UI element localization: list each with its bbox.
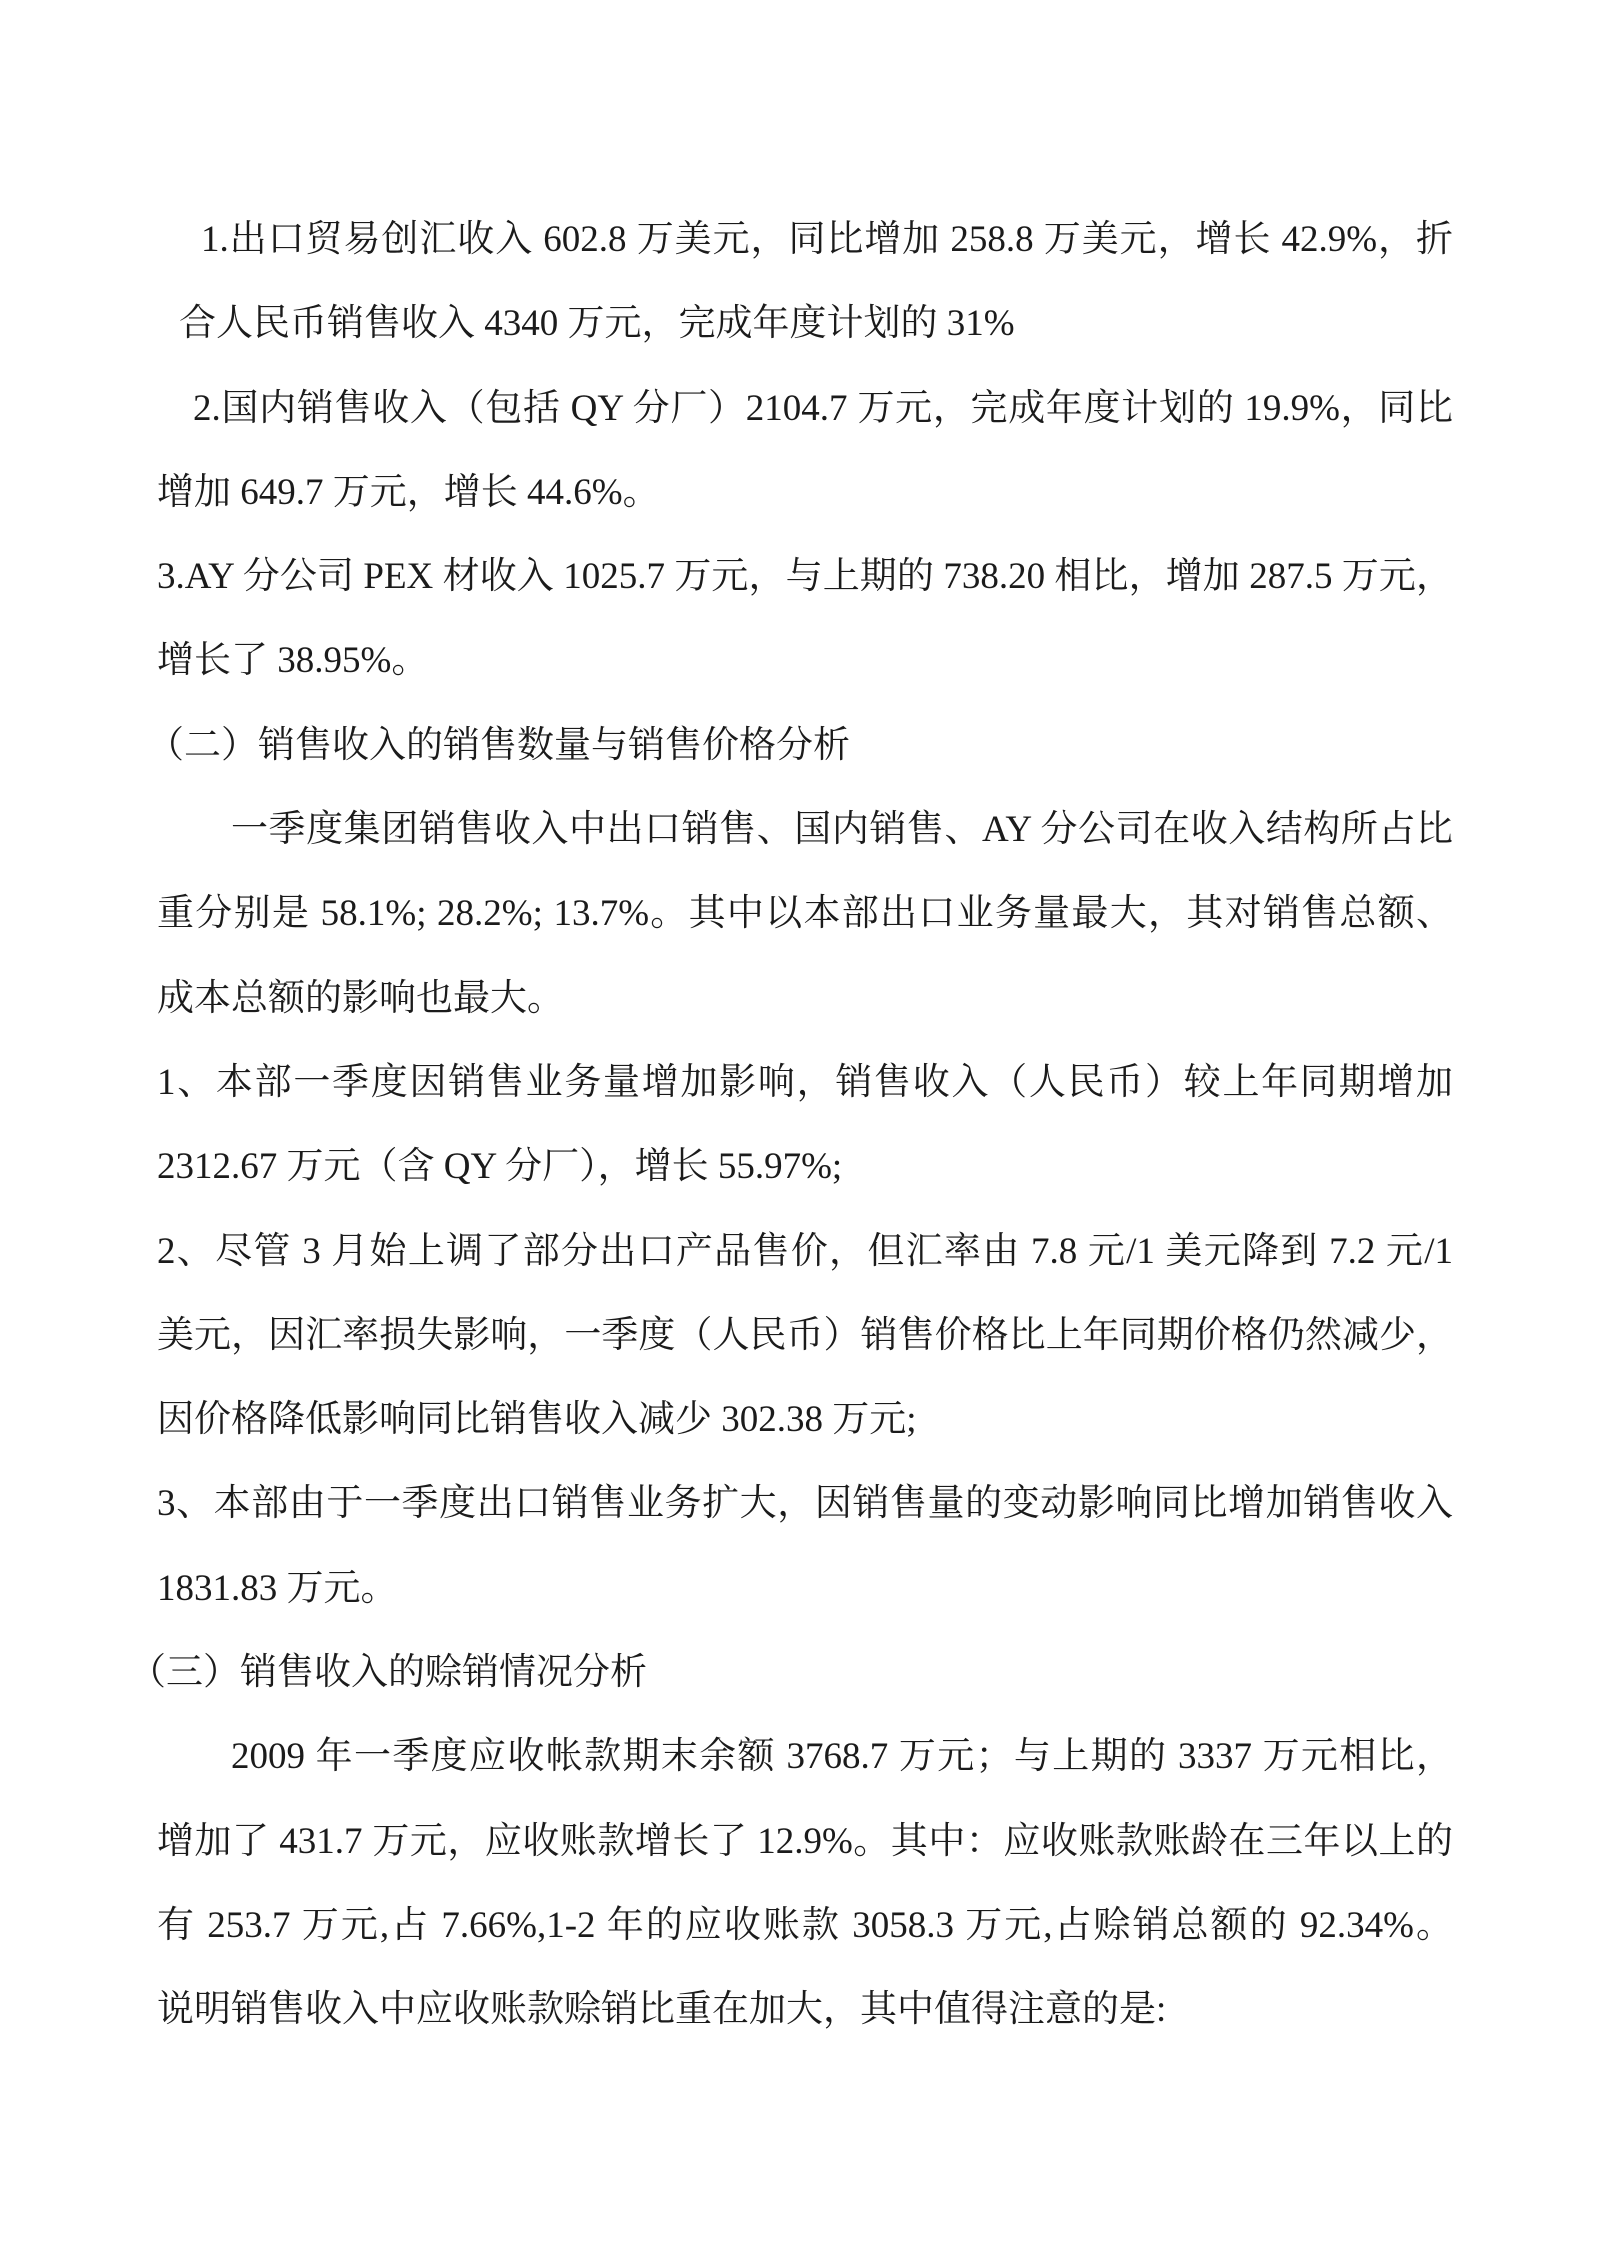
paragraph xyxy=(157,1715,1453,2052)
text-line: 因价格降低影响同比销售收入减少 302.38 万元; xyxy=(157,1399,917,1441)
text-line: 2312.67 万元（含 QY 分厂），增长 55.97%; xyxy=(157,1146,843,1188)
analysis-point-3 xyxy=(157,1462,1453,1631)
text-line: 成本总额的影响也最大。 xyxy=(157,977,564,1019)
text-line: 重分别是 58.1%; 28.2%; 13.7%。其中以本部出口业务量最大，其对销售总额、 xyxy=(157,893,1453,935)
section-heading: （三）销售收入的赊销情况分析 xyxy=(129,1652,647,1694)
revenue-item-domestic xyxy=(157,367,1453,536)
text-line: 2.国内销售收入（包括 QY 分厂）2104.7 万元，完成年度计划的 19.9%，同比 xyxy=(193,387,1453,429)
revenue-item-ay-branch xyxy=(157,535,1453,704)
text-line: 增加 649.7 万元，增长 44.6%。 xyxy=(157,471,660,513)
section-heading: （二）销售收入的销售数量与销售价格分析 xyxy=(147,724,850,766)
text-line: 2、尽管 3 月始上调了部分出口产品售价，但汇率由 7.8 元/1 美元降到 7.2 元/1 xyxy=(157,1230,1453,1272)
text-line: 1、本部一季度因销售业务量增加影响，销售收入（人民币）较上年同期增加 xyxy=(157,1061,1453,1103)
text-line: 说明销售收入中应收账款赊销比重在加大，其中值得注意的是: xyxy=(157,1989,1167,2031)
text-line: 3.AY 分公司 PEX 材收入 1025.7 万元，与上期的 738.20 相比，增加 287.5 万元， xyxy=(157,556,1453,598)
text-line: 一季度集团销售收入中出口销售、国内销售、AY 分公司在收入结构所占比 xyxy=(231,809,1453,851)
text-line: 美元，因汇率损失影响，一季度（人民币）销售价格比上年同期价格仍然减少， xyxy=(157,1314,1453,1356)
analysis-point-2 xyxy=(157,1210,1453,1463)
revenue-item-export xyxy=(157,198,1453,367)
analysis-point-1 xyxy=(157,1041,1453,1210)
text-line: 2009 年一季度应收帐款期末余额 3768.7 万元；与上期的 3337 万元相比， xyxy=(231,1736,1453,1778)
paragraph xyxy=(157,788,1453,1041)
document-body xyxy=(129,198,1453,2053)
text-line: 有 253.7 万元,占 7.66%,1-2 年的应收账款 3058.3 万元,占赊销总额的 92.34%。 xyxy=(157,1904,1453,1946)
text-line: 增长了 38.95%。 xyxy=(157,640,429,682)
text-line: 增加了 431.7 万元，应收账款增长了 12.9%。其中：应收账款账龄在三年以上的 xyxy=(157,1820,1453,1862)
text-line: 3、本部由于一季度出口销售业务扩大，因销售量的变动影响同比增加销售收入 xyxy=(157,1483,1453,1525)
text-line: 合人民币销售收入 4340 万元，完成年度计划的 31% xyxy=(179,303,1015,345)
text-line: 1831.83 万元。 xyxy=(157,1567,398,1609)
text-line: 1.出口贸易创汇收入 602.8 万美元，同比增加 258.8 万美元，增长 42.9%，折 xyxy=(201,219,1453,260)
